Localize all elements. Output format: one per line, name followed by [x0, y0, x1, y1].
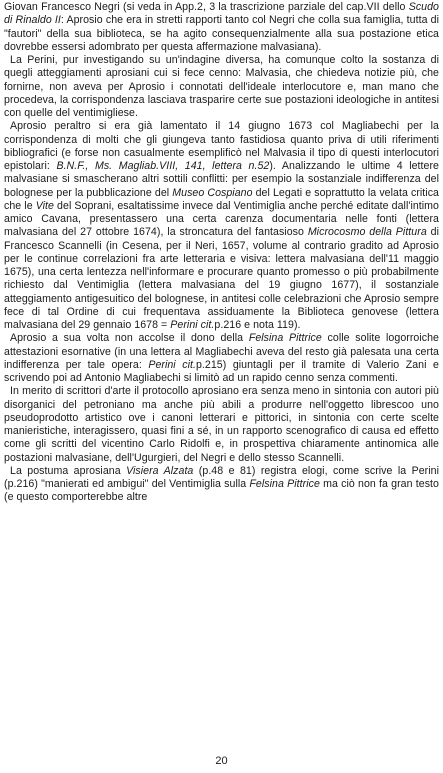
paragraph — [4, 120, 439, 332]
italic-title: Perini cit. — [170, 319, 215, 331]
paragraph — [4, 1, 439, 54]
text-run: (p.48 e 81) registra elogi, come scrive la Perini (p.216) "manierati ed ambigui" del Ventimiglia sulla — [4, 464, 440, 490]
text-run: Aprosio peraltro si era già lamentato il 14 giugno 1673 col Magliabechi per la corrispondenza di molti che gli giungeva tanto fastidiosa quanto priva di utili riferimenti bibliografici (e forse non casualmente esemplificò nel Malvasia il tipo di questi interlocutori epistolari: — [4, 120, 439, 172]
text-run: di Francesco Scannelli (in Cesena, per il Neri, 1657, volume al contrario gradito ad Aprosio per le continue correlazioni fra arte letteraria e visiva: lettera malvasiana dell'11 maggio 1675), una certa lentezza nell'informare e procurare quanto promesso o più probabilmente richiesto dal Ventimiglia (lettera malvasiana del 19 giugno 1677), il sostanziale atteggiamento antigesuitico del bolognese, in antitesi colle celebrazioni che Aprosio sempre fece di tal Ordine di cui frequentava assiduamente la Biblioteca genovese (lettera malvasiana del 29 gennaio 1678 = — [4, 226, 440, 331]
italic-title: Felsina Pittrice — [248, 332, 322, 345]
text-run: del Soprani, esaltatissime invece dal Ventimiglia anche perché editate dall'intimo amico Cavana, presentassero una certa carenza documentaria nelle fonti (lettera malvasiana del 27 ottobre 1674), la stroncatura del fantasioso — [4, 199, 439, 239]
italic-title: Felsina Pittrice — [249, 478, 320, 490]
body-text — [4, 1, 439, 505]
text-run: Giovan Francesco Negri (si veda in App.2, 3 la trascrizione parziale del cap.VII dello — [4, 1, 409, 13]
text-run: colle solite logorroiche attestazioni esornative (in una lettera al Magliabechi aveva del resto già palesata una certa indifferenza per tale opera: — [4, 332, 439, 371]
text-run: In merito di scrittori d'arte il protocollo aprosiano era senza meno in sintonia con autori più disorganici del petroniano ma anche più abili a produrre nell'oggetto librescoo uno pseudoprodotto artistico ove i canoni letterari e pittorici, in sintonia con certe scelte manieristiche, interagissero, quasi fini a sé, in un rapporto scenografico di causa ed effetto come gli scritti del vicentino Carlo Ridolfi e, in prospettiva chiaramente antinomica alle postazioni malvasiane, dell'Ugurgieri, del Negri e dello stesso Scannelli. — [4, 385, 439, 464]
page-number: 20 — [215, 755, 228, 767]
text-run: ). Analizzando le ultime 4 lettere malvasiane si smascherano altri sottili conflitti: per esempio la sostanziale indifferenza del bolognese per la pubblicazione del — [4, 160, 440, 199]
italic-title: B.N.F., Ms. Magliab.VIII, 141, lettera n.52 — [56, 160, 270, 172]
text-run: : Aprosio che era in stretti rapporti tanto col Negri che colla sua famiglia, tutta di "fautori" della sua biblioteca, se ha agito consequenzialmente alla sua postazione etica dovrebbe essersi adombrato per questa affermazione malvasiana). — [4, 14, 440, 53]
italic-title: Visiera Alzata — [126, 464, 194, 477]
paragraph — [4, 465, 439, 505]
paragraph — [4, 54, 439, 120]
text-run: p.215) giuntagli per il tramite di Valerio Zani e scrivendo poi ad Antonio Magliabechi si limitò ad un rapido cenno senza commenti. — [4, 358, 439, 384]
italic-title: Museo Cospiano — [172, 186, 253, 199]
text-run: La postuma aprosiana — [10, 464, 127, 477]
text-run: del Legati e soprattutto la velata critica che le — [4, 186, 439, 212]
text-run: La Perini, pur investigando su un'indagine diversa, ha comunque colto la sostanza di quegli atteggiamenti aprosiani cui si fece cenno: Malvasia, che chiedeva notizie più, che fornirne, non aveva per Aprosio i connotati dell'ideale interlocutore e, man mano che procedeva, la corrispondenza lasciava trasparire certe sue postazioni ideologiche in antitesi con quelle del ventimigliese. — [4, 54, 439, 119]
paragraph — [4, 385, 439, 465]
italic-title: Microcosmo della Pittura — [307, 226, 427, 239]
text-run: Aprosio a sua volta non accolse il dono della — [10, 332, 249, 345]
italic-title: Vite — [35, 199, 54, 212]
document-page — [4, 1, 439, 505]
italic-title: Perini cit. — [148, 358, 196, 371]
italic-title: Scudo di Rinaldo II — [4, 1, 439, 27]
text-run: p.216 e nota 119). — [214, 319, 301, 331]
paragraph — [4, 332, 439, 385]
text-run: ma ciò non fa gran testo (e questo comporterebbe altre — [4, 478, 439, 504]
